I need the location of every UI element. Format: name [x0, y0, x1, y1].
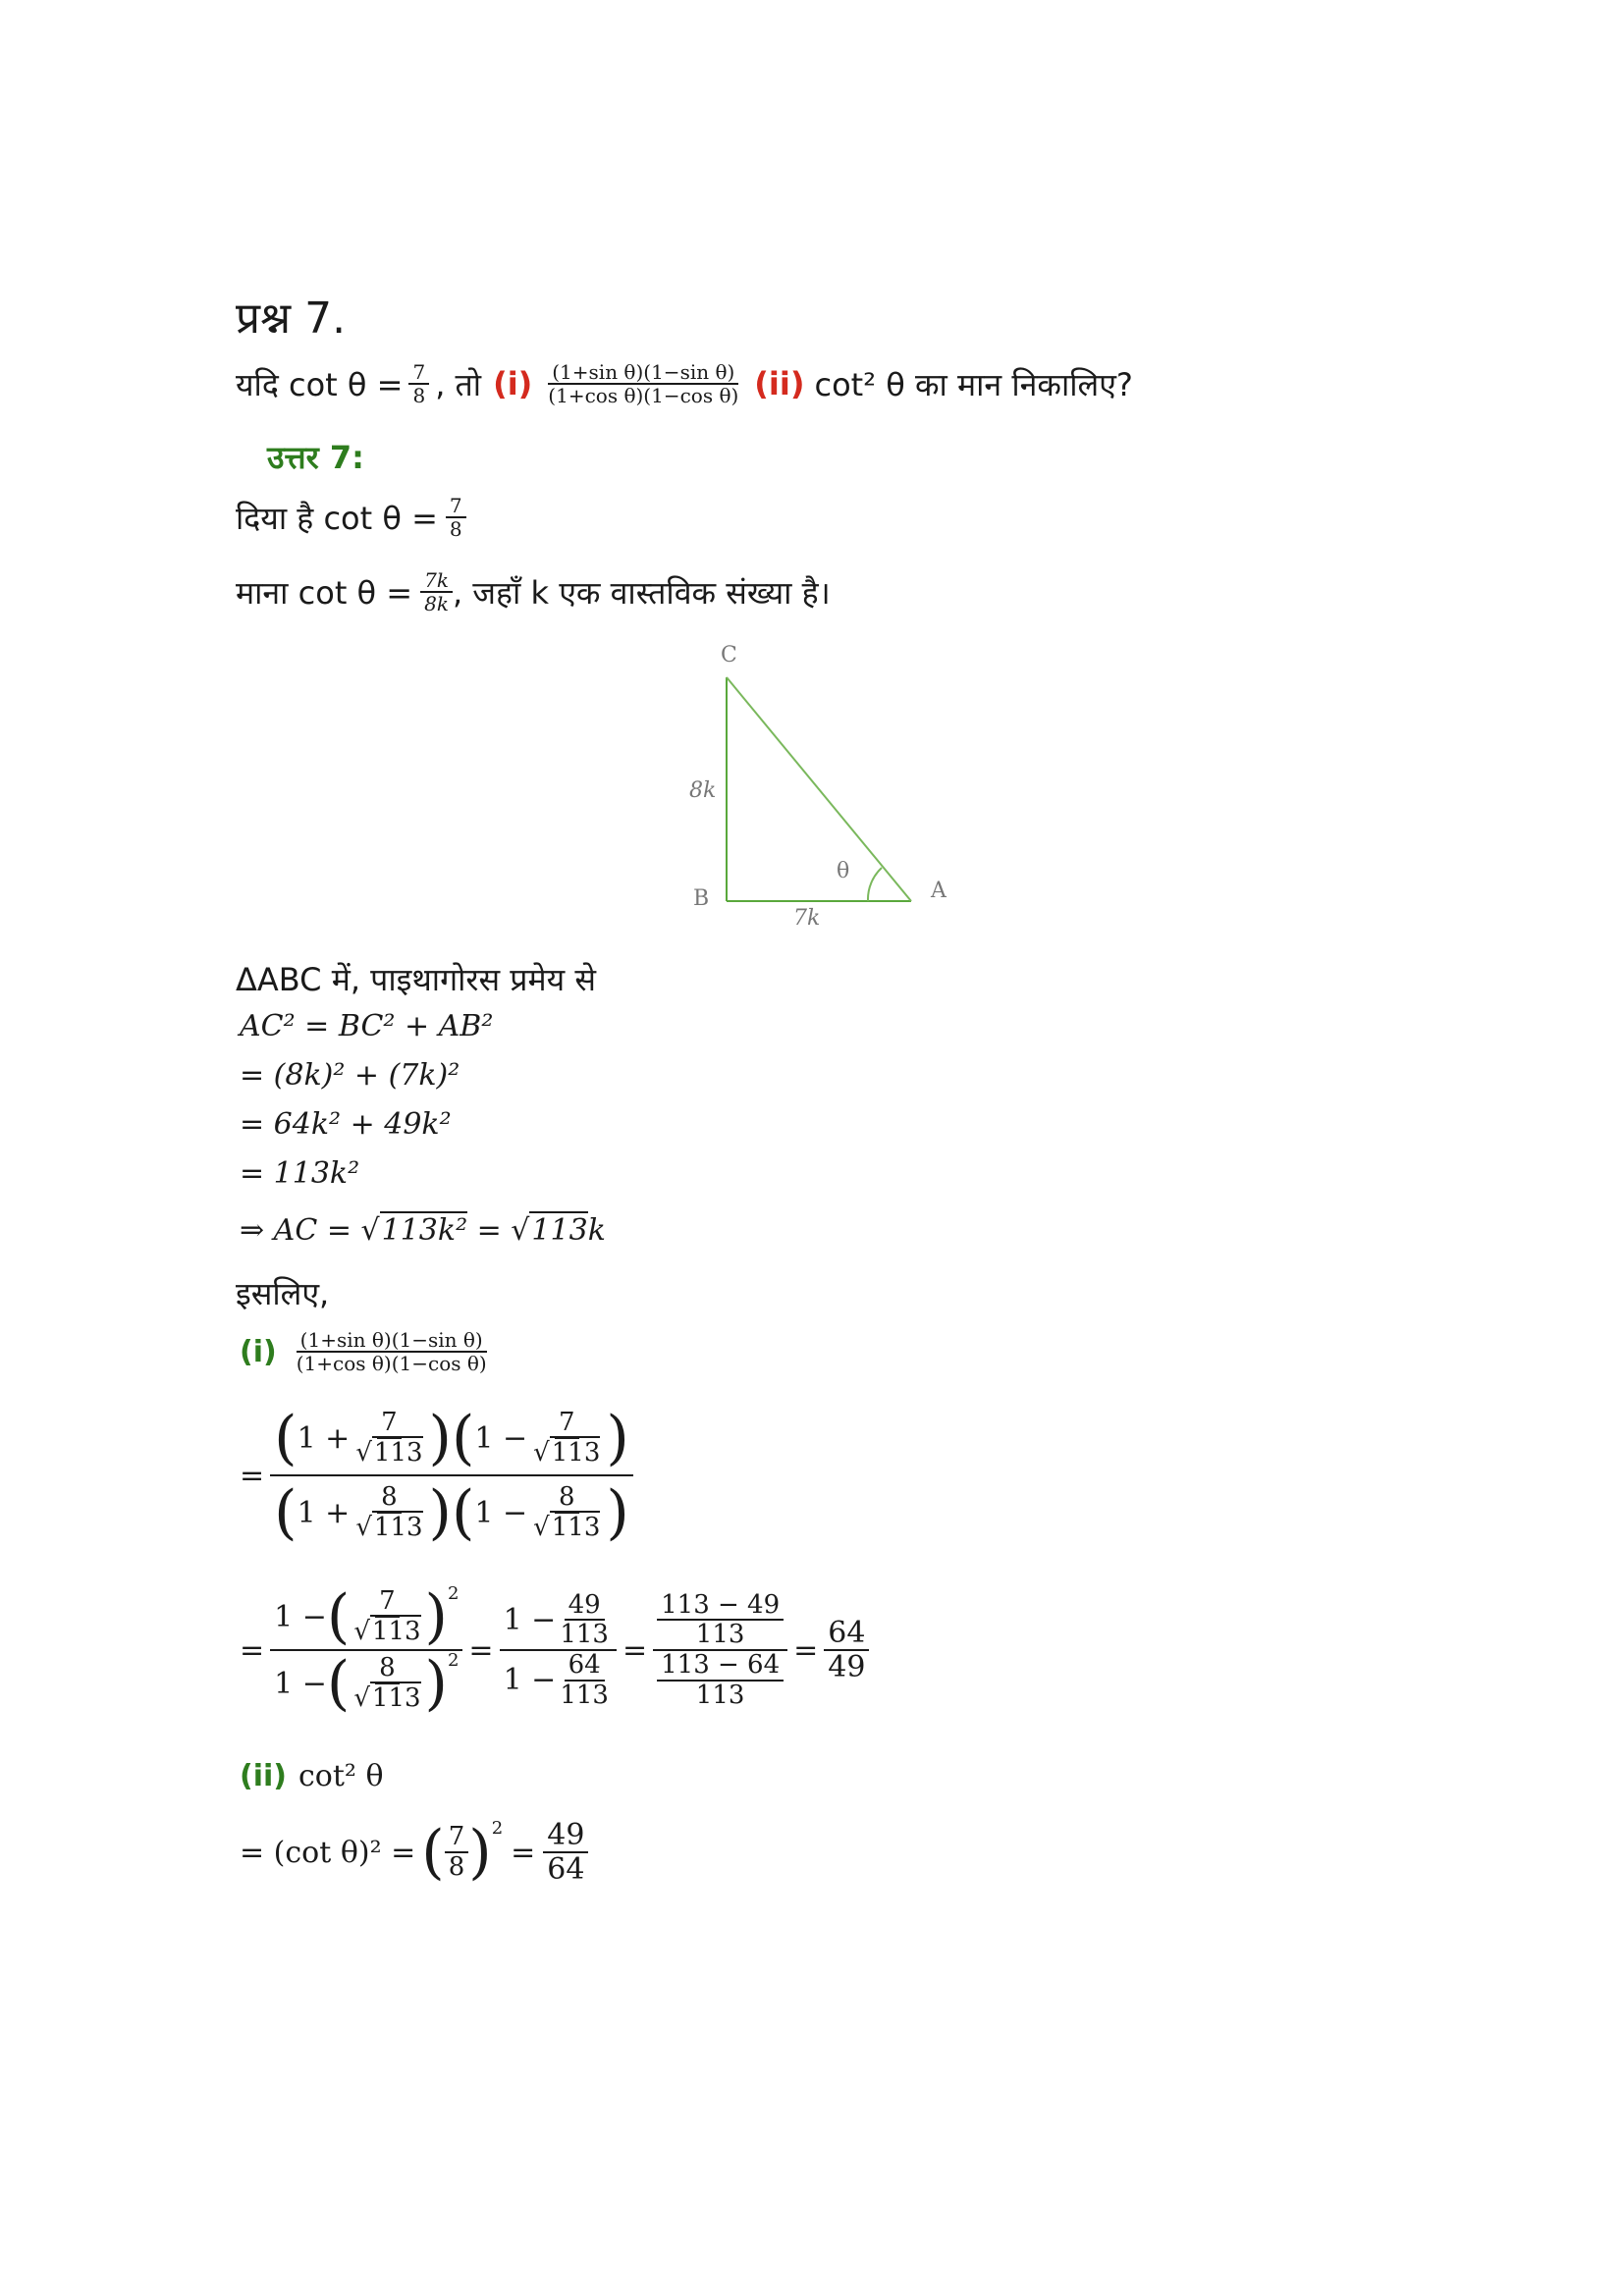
step-a-numerator	[500, 1591, 617, 1651]
given-denominator: 8	[412, 384, 426, 407]
sq-c: 2	[491, 1818, 504, 1839]
part-i-label: (i)	[240, 1334, 277, 1369]
question-heading: प्रश्न 7.	[236, 294, 347, 344]
sq-b: 2	[447, 1650, 460, 1671]
answer-given-denominator: 8	[449, 517, 462, 541]
answer-assume-prefix: माना cot θ =	[236, 573, 413, 612]
frac-8-num-b: 8	[555, 1483, 579, 1514]
frac-64-113	[556, 1651, 613, 1709]
frac-49-113	[556, 1591, 613, 1649]
one-minus-b: 1 −	[474, 1495, 528, 1530]
eq-sign-2: =	[240, 1632, 265, 1668]
substitution-denominator: ( 1 + $\frac{8}{√113}$ ) ( 1 − $\frac{8}{√113}$ )	[274, 1478, 629, 1547]
one-minus-c: 1 −	[274, 1599, 327, 1634]
f113-den-c: 113	[695, 1620, 745, 1650]
part-ii-header	[240, 1759, 384, 1793]
part-ii-label: (ii)	[240, 1759, 287, 1793]
square-denominator: 1 − ( $\frac{8}{√113}$ ) $^2$	[274, 1649, 460, 1718]
frac-7-num-a: 7	[377, 1409, 402, 1439]
answer-heading: उत्तर 7:	[267, 439, 364, 476]
answer-assume-suffix: , जहाँ k एक वास्तविक संख्या है।	[452, 573, 831, 612]
root-val-b: 113	[551, 1438, 601, 1468]
part-i-expression	[293, 1329, 491, 1374]
frac-7-root-c	[350, 1587, 424, 1645]
part-ii-prefix: = (cot θ)² =	[240, 1835, 416, 1870]
step-b-denominator	[653, 1651, 787, 1709]
line5-end: k	[587, 1213, 606, 1248]
part-ii-expression: cot² θ	[298, 1759, 384, 1793]
part-i-expr-den: (1+cos θ)(1−cos θ)	[296, 1352, 487, 1375]
eq-sign-4: =	[622, 1632, 648, 1668]
root-sym-c: √	[355, 1513, 372, 1542]
frac-7-num-b: 7	[555, 1409, 579, 1439]
result-fraction-ii	[543, 1819, 588, 1886]
pythagoras-line2: = (8k)² + (7k)²	[240, 1058, 460, 1093]
one-minus-d: 1 −	[274, 1666, 327, 1701]
frac-8-num-c: 8	[375, 1654, 400, 1684]
one-minus-f: 1 −	[503, 1663, 557, 1698]
answer-given-numerator: 7	[446, 495, 466, 518]
n-113-64: 113 − 64	[657, 1651, 784, 1682]
result-i-num: 64	[824, 1617, 869, 1651]
pythagoras-line1: AC² = BC² + AB²	[240, 1009, 494, 1043]
angle-arc	[868, 868, 882, 901]
frac-7-8	[445, 1823, 469, 1881]
part-i-expr-num: (1+sin θ)(1−sin θ)	[297, 1329, 487, 1353]
f49-num: 49	[565, 1591, 605, 1622]
square-numerator: 1 − ( $\frac{7}{√113}$ ) $^2$	[270, 1584, 462, 1651]
sq-a: 2	[447, 1583, 460, 1604]
root-sym-b: √	[533, 1438, 550, 1468]
root-val-f: 113	[371, 1683, 421, 1713]
part-i-simplification	[240, 1584, 869, 1716]
result-i-den: 49	[828, 1650, 866, 1684]
eq-sign-1: =	[240, 1458, 265, 1493]
square-fraction	[270, 1584, 462, 1716]
line5-radicand2: 113	[531, 1213, 588, 1248]
frac-8-root-a	[352, 1483, 426, 1541]
root-sym-d: √	[533, 1513, 550, 1542]
eq-sign-3: =	[468, 1632, 494, 1668]
eq-sign-6: =	[511, 1835, 536, 1870]
side-ab-label: 7k	[793, 906, 821, 931]
answer-assume-line	[236, 569, 831, 614]
result-ii-den: 64	[547, 1852, 585, 1887]
result-ii-num: 49	[543, 1819, 588, 1853]
root-val-a: 113	[373, 1438, 423, 1468]
frac-113-49	[657, 1591, 784, 1649]
pythagoras-intro: ΔABC में, पाइथागोरस प्रमेय से	[236, 961, 596, 998]
one-plus-b: 1 +	[297, 1495, 351, 1530]
root-val-e: 113	[371, 1617, 421, 1646]
frac-8-root-c	[350, 1654, 424, 1712]
f113-den-d: 113	[695, 1680, 745, 1710]
question-to: , तो	[435, 365, 482, 403]
frac-8-num-a: 8	[377, 1483, 402, 1514]
frac-113-64	[657, 1651, 784, 1709]
root-sym-e: √	[353, 1617, 370, 1646]
angle-label: θ	[837, 859, 850, 883]
pythagoras-line4: = 113k²	[240, 1156, 360, 1191]
one-minus-e: 1 −	[503, 1602, 557, 1637]
part-i-substitution	[240, 1406, 633, 1545]
substitution-fraction	[270, 1406, 633, 1545]
root-val-c: 113	[373, 1513, 423, 1542]
question-prefix: यदि cot θ =	[236, 365, 404, 403]
triangle-diagram	[668, 638, 982, 933]
answer-assume-numerator: 7k	[420, 569, 453, 593]
line5-prefix: ⇒ AC = √	[240, 1213, 380, 1248]
frac-8-root-b	[529, 1483, 604, 1541]
part-ii-solution: = (cot θ)² = ( $\frac{7}{8}$ ) $^2$ = $\frac{49}{64}$	[240, 1818, 588, 1887]
answer-assume-denominator: 8k	[424, 592, 449, 615]
frac-7-8-num: 7	[445, 1823, 469, 1853]
answer-given-fraction	[446, 495, 466, 540]
side-bc-label: 8k	[689, 778, 717, 803]
f113-den-b: 113	[560, 1680, 609, 1710]
one-plus-a: 1 +	[297, 1420, 351, 1456]
root-val-d: 113	[551, 1513, 601, 1542]
line5-radicand: 113k²	[381, 1213, 468, 1248]
substitution-numerator: ( 1 + $\frac{7}{√113}$ ) ( 1 − $\frac{7}{√113}$ )	[270, 1406, 633, 1476]
part2-label: (ii)	[754, 365, 805, 402]
step-b-numerator	[653, 1591, 787, 1651]
line5-mid: = √	[467, 1213, 530, 1248]
vertex-c-label: C	[721, 643, 737, 667]
frac-7-root-a	[352, 1409, 426, 1467]
root-sym-f: √	[353, 1683, 370, 1713]
part1-fraction	[544, 361, 742, 406]
given-fraction	[408, 361, 429, 406]
answer-given-prefix: दिया है cot θ =	[236, 499, 438, 537]
vertex-b-label: B	[693, 886, 710, 911]
part1-denominator: (1+cos θ)(1−cos θ)	[548, 384, 739, 407]
result-fraction-i	[824, 1617, 869, 1683]
part2-text: cot² θ का मान निकालिए?	[814, 365, 1133, 403]
part1-numerator: (1+sin θ)(1−sin θ)	[548, 361, 738, 385]
vertex-a-label: A	[931, 879, 947, 903]
root-sym-a: √	[355, 1438, 372, 1468]
question-line	[236, 361, 1133, 406]
answer-given-line	[236, 495, 466, 540]
frac-7-8-den: 8	[448, 1852, 465, 1882]
n-113-49: 113 − 49	[657, 1591, 784, 1622]
side-ac	[727, 677, 911, 901]
part-i-header	[240, 1329, 491, 1374]
given-numerator: 7	[408, 361, 429, 385]
f64-num: 64	[565, 1651, 605, 1682]
part1-label: (i)	[493, 365, 533, 402]
pythagoras-line5	[240, 1213, 606, 1248]
step-fraction-b	[653, 1591, 787, 1709]
one-minus-a: 1 −	[474, 1420, 528, 1456]
eq-sign-5: =	[793, 1632, 819, 1668]
frac-7-root-b	[529, 1409, 604, 1467]
step-fraction-a	[500, 1591, 617, 1709]
frac-7-num-c: 7	[375, 1587, 400, 1618]
step-a-denominator	[500, 1651, 617, 1709]
answer-assume-fraction	[420, 569, 453, 614]
therefore-text: इसलिए,	[236, 1275, 330, 1312]
pythagoras-line3: = 64k² + 49k²	[240, 1107, 452, 1142]
f113-den-a: 113	[560, 1620, 609, 1650]
